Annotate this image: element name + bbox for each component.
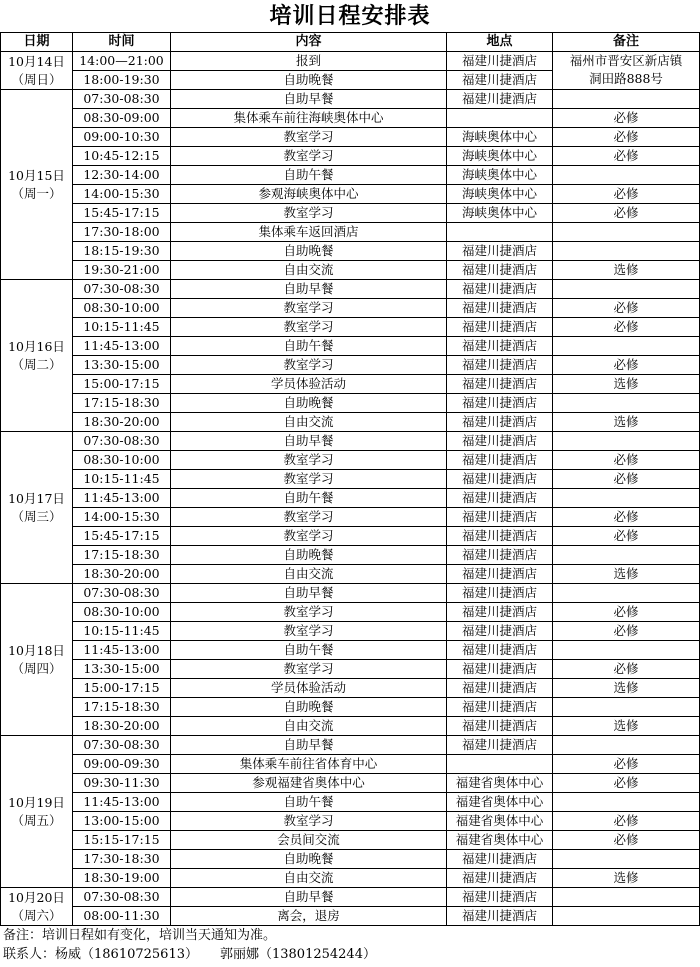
content-cell: 自由交流	[171, 261, 447, 280]
remark-cell: 选修	[553, 565, 700, 584]
content-cell: 自助午餐	[171, 489, 447, 508]
table-row	[1, 736, 700, 755]
content-cell: 教室学习	[171, 622, 447, 641]
location-cell: 福建川捷酒店	[447, 888, 553, 907]
content-cell: 学员体验活动	[171, 375, 447, 394]
schedule-table	[0, 32, 700, 926]
remark-cell: 必修	[553, 774, 700, 793]
page-title: 培训日程安排表	[269, 3, 431, 29]
table-row	[1, 375, 700, 394]
content-cell: 离会，退房	[171, 907, 447, 926]
schedule-body	[1, 52, 700, 926]
table-row	[1, 109, 700, 128]
remark-cell	[553, 166, 700, 185]
time-cell: 09:00-09:30	[73, 755, 171, 774]
time-cell: 13:00-15:00	[73, 812, 171, 831]
time-cell: 10:15-11:45	[73, 470, 171, 489]
remark-cell: 必修	[553, 812, 700, 831]
time-cell: 10:15-11:45	[73, 318, 171, 337]
content-cell: 自助晚餐	[171, 850, 447, 869]
time-cell: 08:30-10:00	[73, 451, 171, 470]
remark-cell: 必修	[553, 299, 700, 318]
table-row	[1, 755, 700, 774]
location-cell: 福建省奥体中心	[447, 812, 553, 831]
time-cell: 10:45-12:15	[73, 147, 171, 166]
table-row	[1, 470, 700, 489]
content-cell: 集体乘车前往海峡奥体中心	[171, 109, 447, 128]
date-cell	[1, 736, 73, 888]
location-cell: 福建川捷酒店	[447, 318, 553, 337]
remark-cell: 必修	[553, 660, 700, 679]
time-cell: 08:30-10:00	[73, 299, 171, 318]
location-cell: 福建川捷酒店	[447, 261, 553, 280]
remark-cell	[553, 584, 700, 603]
remark-cell: 必修	[553, 147, 700, 166]
table-row	[1, 603, 700, 622]
table-row	[1, 546, 700, 565]
location-cell: 海峡奥体中心	[447, 128, 553, 147]
content-cell: 教室学习	[171, 508, 447, 527]
time-cell: 19:30-21:00	[73, 261, 171, 280]
time-cell: 07:30-08:30	[73, 736, 171, 755]
time-cell: 18:30-20:00	[73, 413, 171, 432]
date-label: 10月14日	[8, 53, 65, 69]
location-cell: 福建川捷酒店	[447, 508, 553, 527]
table-row	[1, 565, 700, 584]
time-cell: 17:15-18:30	[73, 698, 171, 717]
content-cell: 自助早餐	[171, 432, 447, 451]
table-row	[1, 52, 700, 71]
time-cell: 18:30-20:00	[73, 565, 171, 584]
location-cell: 福建川捷酒店	[447, 470, 553, 489]
content-cell: 教室学习	[171, 527, 447, 546]
content-cell: 自助晚餐	[171, 546, 447, 565]
location-cell: 福建川捷酒店	[447, 641, 553, 660]
remark-cell: 选修	[553, 679, 700, 698]
table-row	[1, 869, 700, 888]
time-cell: 07:30-08:30	[73, 280, 171, 299]
time-cell: 11:45-13:00	[73, 489, 171, 508]
location-cell: 福建川捷酒店	[447, 565, 553, 584]
location-cell: 福建省奥体中心	[447, 831, 553, 850]
contact-primary: 联系人：杨威（18610725613）	[3, 947, 198, 962]
date-label: 10月20日	[8, 889, 65, 905]
time-cell: 18:00-19:30	[73, 71, 171, 90]
remark-cell: 选修	[553, 413, 700, 432]
weekday-label: （周三）	[11, 508, 62, 524]
location-cell: 福建川捷酒店	[447, 527, 553, 546]
remark-cell: 必修	[553, 603, 700, 622]
time-cell: 17:15-18:30	[73, 546, 171, 565]
content-cell: 报到	[171, 52, 447, 71]
content-cell: 自助午餐	[171, 641, 447, 660]
time-cell: 11:45-13:00	[73, 337, 171, 356]
time-cell: 18:15-19:30	[73, 242, 171, 261]
location-cell: 福建川捷酒店	[447, 394, 553, 413]
remark-cell	[553, 736, 700, 755]
time-cell: 13:30-15:00	[73, 660, 171, 679]
table-row	[1, 318, 700, 337]
remark-cell: 选修	[553, 261, 700, 280]
location-cell: 福建川捷酒店	[447, 660, 553, 679]
footer-contacts	[3, 945, 700, 964]
content-cell: 自助晚餐	[171, 698, 447, 717]
remark-cell: 必修	[553, 470, 700, 489]
location-cell	[447, 755, 553, 774]
remark-cell	[553, 280, 700, 299]
time-cell: 10:15-11:45	[73, 622, 171, 641]
table-row	[1, 717, 700, 736]
remark-cell	[553, 793, 700, 812]
table-row	[1, 584, 700, 603]
time-cell: 07:30-08:30	[73, 584, 171, 603]
content-cell: 自由交流	[171, 413, 447, 432]
location-cell: 海峡奥体中心	[447, 204, 553, 223]
remark-cell	[553, 90, 700, 109]
address-remark-cell	[553, 52, 700, 90]
location-cell: 福建川捷酒店	[447, 698, 553, 717]
location-cell: 福建川捷酒店	[447, 584, 553, 603]
content-cell: 教室学习	[171, 318, 447, 337]
remark-cell	[553, 698, 700, 717]
location-cell: 福建川捷酒店	[447, 375, 553, 394]
date-label: 10月19日	[8, 794, 65, 810]
contact-secondary: 郭丽娜（13801254244）	[219, 947, 376, 962]
remark-cell: 必修	[553, 185, 700, 204]
table-row	[1, 774, 700, 793]
location-cell: 福建川捷酒店	[447, 679, 553, 698]
content-cell: 教室学习	[171, 147, 447, 166]
table-row	[1, 812, 700, 831]
time-cell: 17:30-18:00	[73, 223, 171, 242]
content-cell: 教室学习	[171, 204, 447, 223]
remark-cell: 必修	[553, 318, 700, 337]
header-content: 内容	[171, 33, 447, 52]
location-cell: 福建川捷酒店	[447, 71, 553, 90]
location-cell: 福建川捷酒店	[447, 413, 553, 432]
date-label: 10月15日	[8, 167, 65, 183]
table-row	[1, 394, 700, 413]
table-row	[1, 527, 700, 546]
remark-cell	[553, 394, 700, 413]
address-line-1: 福州市晋安区新店镇	[569, 53, 683, 68]
time-cell: 15:00-17:15	[73, 679, 171, 698]
content-cell: 自助晚餐	[171, 242, 447, 261]
table-row	[1, 679, 700, 698]
content-cell: 自助午餐	[171, 166, 447, 185]
content-cell: 自由交流	[171, 869, 447, 888]
table-row	[1, 280, 700, 299]
date-cell	[1, 584, 73, 736]
table-row	[1, 831, 700, 850]
table-row	[1, 888, 700, 907]
date-label: 10月17日	[8, 490, 65, 506]
table-row	[1, 660, 700, 679]
header-remark: 备注	[553, 33, 700, 52]
table-row	[1, 147, 700, 166]
table-row	[1, 356, 700, 375]
content-cell: 教室学习	[171, 812, 447, 831]
remark-cell: 必修	[553, 128, 700, 147]
remark-cell: 必修	[553, 527, 700, 546]
remark-cell	[553, 907, 700, 926]
content-cell: 自助早餐	[171, 584, 447, 603]
location-cell	[447, 223, 553, 242]
content-cell: 会员间交流	[171, 831, 447, 850]
table-row	[1, 128, 700, 147]
content-cell: 教室学习	[171, 603, 447, 622]
table-row	[1, 432, 700, 451]
content-cell: 自助晚餐	[171, 394, 447, 413]
location-cell: 海峡奥体中心	[447, 147, 553, 166]
remark-cell: 必修	[553, 508, 700, 527]
content-cell: 学员体验活动	[171, 679, 447, 698]
location-cell: 海峡奥体中心	[447, 166, 553, 185]
time-cell: 18:30-20:00	[73, 717, 171, 736]
location-cell: 福建川捷酒店	[447, 603, 553, 622]
remark-cell: 选修	[553, 717, 700, 736]
location-cell: 福建川捷酒店	[447, 546, 553, 565]
content-cell: 教室学习	[171, 451, 447, 470]
remark-cell: 必修	[553, 622, 700, 641]
time-cell: 14:00—21:00	[73, 52, 171, 71]
table-row	[1, 223, 700, 242]
weekday-label: （周日）	[11, 71, 62, 87]
table-row	[1, 508, 700, 527]
time-cell: 12:30-14:00	[73, 166, 171, 185]
time-cell: 07:30-08:30	[73, 90, 171, 109]
table-row	[1, 166, 700, 185]
time-cell: 11:45-13:00	[73, 793, 171, 812]
location-cell: 福建川捷酒店	[447, 736, 553, 755]
time-cell: 09:30-11:30	[73, 774, 171, 793]
time-cell: 17:30-18:30	[73, 850, 171, 869]
footer	[0, 926, 700, 964]
header-date: 日期	[1, 33, 73, 52]
time-cell: 17:15-18:30	[73, 394, 171, 413]
weekday-label: （周二）	[11, 356, 62, 372]
time-cell: 14:00-15:30	[73, 508, 171, 527]
remark-cell	[553, 337, 700, 356]
weekday-label: （周五）	[11, 812, 62, 828]
content-cell: 教室学习	[171, 299, 447, 318]
location-cell: 福建省奥体中心	[447, 793, 553, 812]
location-cell: 福建川捷酒店	[447, 451, 553, 470]
remark-cell: 选修	[553, 869, 700, 888]
content-cell: 参观福建省奥体中心	[171, 774, 447, 793]
content-cell: 参观海峡奥体中心	[171, 185, 447, 204]
content-cell: 集体乘车前往省体育中心	[171, 755, 447, 774]
table-row	[1, 451, 700, 470]
table-row	[1, 299, 700, 318]
remark-cell	[553, 223, 700, 242]
location-cell: 福建川捷酒店	[447, 299, 553, 318]
table-row	[1, 622, 700, 641]
time-cell: 14:00-15:30	[73, 185, 171, 204]
remark-cell: 选修	[553, 375, 700, 394]
time-cell: 08:30-10:00	[73, 603, 171, 622]
remark-cell	[553, 242, 700, 261]
location-cell: 福建省奥体中心	[447, 774, 553, 793]
weekday-label: （周四）	[11, 660, 62, 676]
location-cell: 福建川捷酒店	[447, 432, 553, 451]
remark-cell	[553, 850, 700, 869]
remark-cell	[553, 888, 700, 907]
date-cell	[1, 52, 73, 90]
content-cell: 集体乘车返回酒店	[171, 223, 447, 242]
time-cell: 09:00-10:30	[73, 128, 171, 147]
table-row	[1, 850, 700, 869]
time-cell: 18:30-19:00	[73, 869, 171, 888]
time-cell: 15:00-17:15	[73, 375, 171, 394]
time-cell: 08:00-11:30	[73, 907, 171, 926]
time-cell: 11:45-13:00	[73, 641, 171, 660]
location-cell: 福建川捷酒店	[447, 356, 553, 375]
location-cell: 福建川捷酒店	[447, 52, 553, 71]
content-cell: 教室学习	[171, 128, 447, 147]
location-cell: 福建川捷酒店	[447, 489, 553, 508]
table-header-row	[1, 33, 700, 52]
remark-cell: 必修	[553, 755, 700, 774]
table-row	[1, 185, 700, 204]
time-cell: 13:30-15:00	[73, 356, 171, 375]
content-cell: 自助午餐	[171, 337, 447, 356]
time-cell: 07:30-08:30	[73, 888, 171, 907]
content-cell: 自由交流	[171, 717, 447, 736]
content-cell: 自助午餐	[171, 793, 447, 812]
table-row	[1, 793, 700, 812]
content-cell: 自助早餐	[171, 90, 447, 109]
location-cell: 福建川捷酒店	[447, 869, 553, 888]
table-row	[1, 698, 700, 717]
date-cell	[1, 90, 73, 280]
time-cell: 08:30-09:00	[73, 109, 171, 128]
table-row	[1, 337, 700, 356]
location-cell: 福建川捷酒店	[447, 717, 553, 736]
remark-cell: 必修	[553, 109, 700, 128]
remark-cell	[553, 489, 700, 508]
location-cell: 福建川捷酒店	[447, 850, 553, 869]
date-label: 10月18日	[8, 642, 65, 658]
weekday-label: （周六）	[11, 907, 62, 923]
time-cell: 07:30-08:30	[73, 432, 171, 451]
time-cell: 15:15-17:15	[73, 831, 171, 850]
location-cell: 福建川捷酒店	[447, 242, 553, 261]
table-row	[1, 90, 700, 109]
table-row	[1, 204, 700, 223]
content-cell: 自由交流	[171, 565, 447, 584]
content-cell: 自助早餐	[171, 280, 447, 299]
location-cell: 福建川捷酒店	[447, 622, 553, 641]
remark-cell	[553, 432, 700, 451]
time-cell: 15:45-17:15	[73, 204, 171, 223]
location-cell: 福建川捷酒店	[447, 280, 553, 299]
location-cell: 福建川捷酒店	[447, 337, 553, 356]
location-cell: 福建川捷酒店	[447, 907, 553, 926]
table-row	[1, 489, 700, 508]
date-label: 10月16日	[8, 338, 65, 354]
table-row	[1, 907, 700, 926]
remark-cell: 必修	[553, 831, 700, 850]
content-cell: 自助晚餐	[171, 71, 447, 90]
table-row	[1, 242, 700, 261]
content-cell: 自助早餐	[171, 736, 447, 755]
content-cell: 教室学习	[171, 470, 447, 489]
table-row	[1, 641, 700, 660]
remark-cell: 必修	[553, 204, 700, 223]
remark-cell: 必修	[553, 356, 700, 375]
header-location: 地点	[447, 33, 553, 52]
address-line-2: 洞田路888号	[589, 71, 663, 86]
remark-cell	[553, 641, 700, 660]
date-cell	[1, 432, 73, 584]
date-cell	[1, 888, 73, 926]
table-row	[1, 261, 700, 280]
content-cell: 教室学习	[171, 660, 447, 679]
content-cell: 教室学习	[171, 356, 447, 375]
table-row	[1, 413, 700, 432]
header-time: 时间	[73, 33, 171, 52]
location-cell: 福建川捷酒店	[447, 90, 553, 109]
time-cell: 15:45-17:15	[73, 527, 171, 546]
footer-note: 备注：培训日程如有变化，培训当天通知为准。	[3, 928, 277, 943]
location-cell	[447, 109, 553, 128]
remark-cell	[553, 546, 700, 565]
remark-cell: 必修	[553, 451, 700, 470]
content-cell: 自助早餐	[171, 888, 447, 907]
location-cell: 海峡奥体中心	[447, 185, 553, 204]
weekday-label: （周一）	[11, 185, 62, 201]
date-cell	[1, 280, 73, 432]
